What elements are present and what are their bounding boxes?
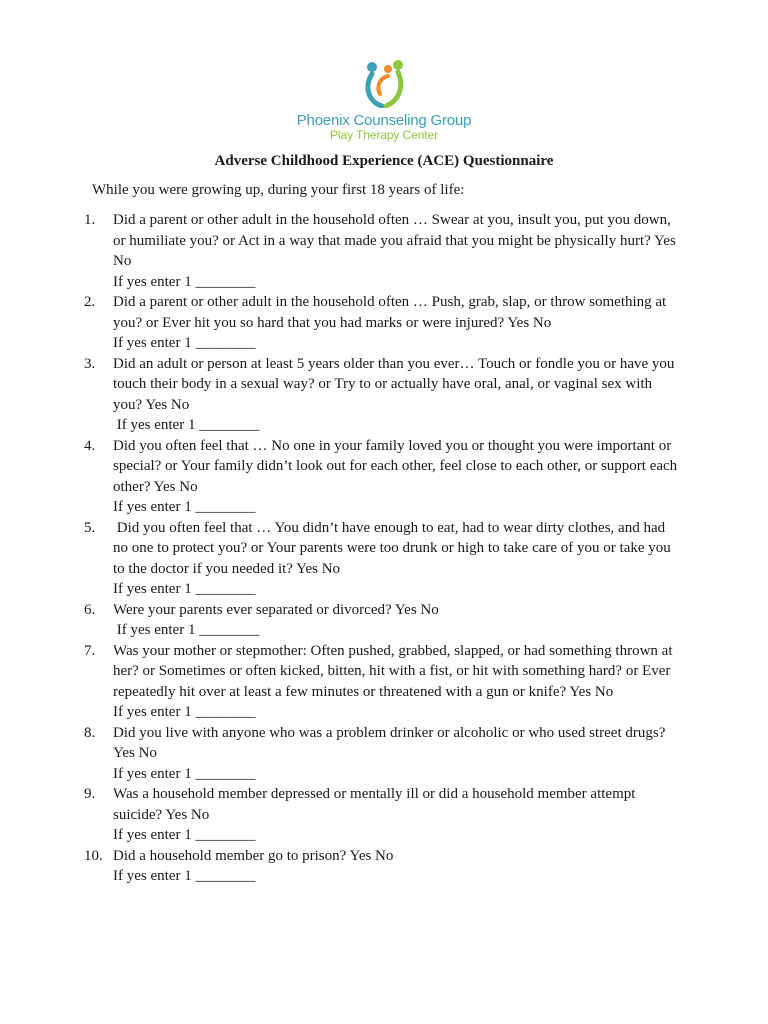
page-title: Adverse Childhood Experience (ACE) Questionnaire <box>214 153 554 169</box>
logo <box>0 58 768 142</box>
question-text: Did a household member go to prison? Yes No <box>113 847 394 864</box>
question-number: 4. <box>84 437 96 454</box>
list-item <box>0 210 768 292</box>
list-item <box>0 518 768 600</box>
question-text: Did a parent or other adult in the household often … Swear at you, insult you, put you down, or humiliate you? or Act in a way that made you afraid that you might be physically hurt? Yes No <box>113 212 676 269</box>
question-number: 2. <box>84 294 96 310</box>
intro-text: While you were growing up, during your first 18 years of life: <box>92 182 465 198</box>
question-number: 1. <box>84 212 96 228</box>
if-yes-entry: If yes enter 1 ________ <box>113 622 260 638</box>
if-yes-entry: If yes enter 1 ________ <box>113 868 256 884</box>
list-item <box>0 723 768 785</box>
question-number: 8. <box>84 724 96 741</box>
question-text: Was your mother or stepmother: Often pushed, grabbed, slapped, or had something thrown at her? or Sometimes or often kicked, bitten, hit with a fist, or hit with something hard? or Ever repeatedly hit over at least a few minutes or threatened with a gun or knife? Yes No <box>113 642 673 700</box>
question-number: 6. <box>84 601 96 618</box>
list-item <box>0 846 768 887</box>
question-text: Did you often feel that … No one in your family loved you or thought you were important or special? or Your family didn’t look out for each other, feel close to each other, or support each other? Yes No <box>113 437 678 495</box>
list-item <box>0 436 768 518</box>
question-text: Did you often feel that … You didn’t have enough to eat, had to wear dirty clothes, and had no one to protect you? or Your parents were too drunk or high to take care of you or take you to the doctor if you needed it? Yes No <box>113 519 675 577</box>
question-text: Did a parent or other adult in the household often … Push, grab, slap, or throw something at you? or Ever hit you so hard that you had marks or were injured? Yes No <box>113 294 667 331</box>
if-yes-entry: If yes enter 1 ________ <box>113 499 256 515</box>
if-yes-entry: If yes enter 1 ________ <box>113 581 256 597</box>
question-number: 5. <box>84 519 96 536</box>
if-yes-entry: If yes enter 1 ________ <box>113 704 256 720</box>
question-number: 10. <box>84 847 103 864</box>
question-list <box>0 210 768 887</box>
list-item <box>0 600 768 641</box>
question-text: Did an adult or person at least 5 years older than you ever… Touch or fondle you or have you touch their body in a sexual way? or Try to or actually have oral, anal, or vaginal sex with you? Yes No <box>113 355 675 413</box>
question-text: Did you live with anyone who was a problem drinker or alcoholic or who used street drugs? Yes No <box>113 724 666 761</box>
logo-subtitle: Play Therapy Center <box>330 128 438 142</box>
question-number: 9. <box>84 786 96 802</box>
question-number: 7. <box>84 642 96 659</box>
list-item <box>0 784 768 846</box>
question-text: Was a household member depressed or mentally ill or did a household member attempt suicide? Yes No <box>113 786 636 823</box>
list-item <box>0 354 768 436</box>
question-text: Were your parents ever separated or divorced? Yes No <box>113 601 439 618</box>
list-item <box>0 641 768 723</box>
question-number: 3. <box>84 355 96 372</box>
if-yes-entry: If yes enter 1 ________ <box>113 417 260 433</box>
if-yes-entry: If yes enter 1 ________ <box>113 273 256 290</box>
list-item <box>0 292 768 354</box>
if-yes-entry: If yes enter 1 ________ <box>113 335 256 351</box>
if-yes-entry: If yes enter 1 ________ <box>113 765 256 782</box>
if-yes-entry: If yes enter 1 ________ <box>113 827 256 843</box>
logo-name: Phoenix Counseling Group <box>296 112 472 129</box>
family-figures-logo-icon <box>360 58 408 108</box>
